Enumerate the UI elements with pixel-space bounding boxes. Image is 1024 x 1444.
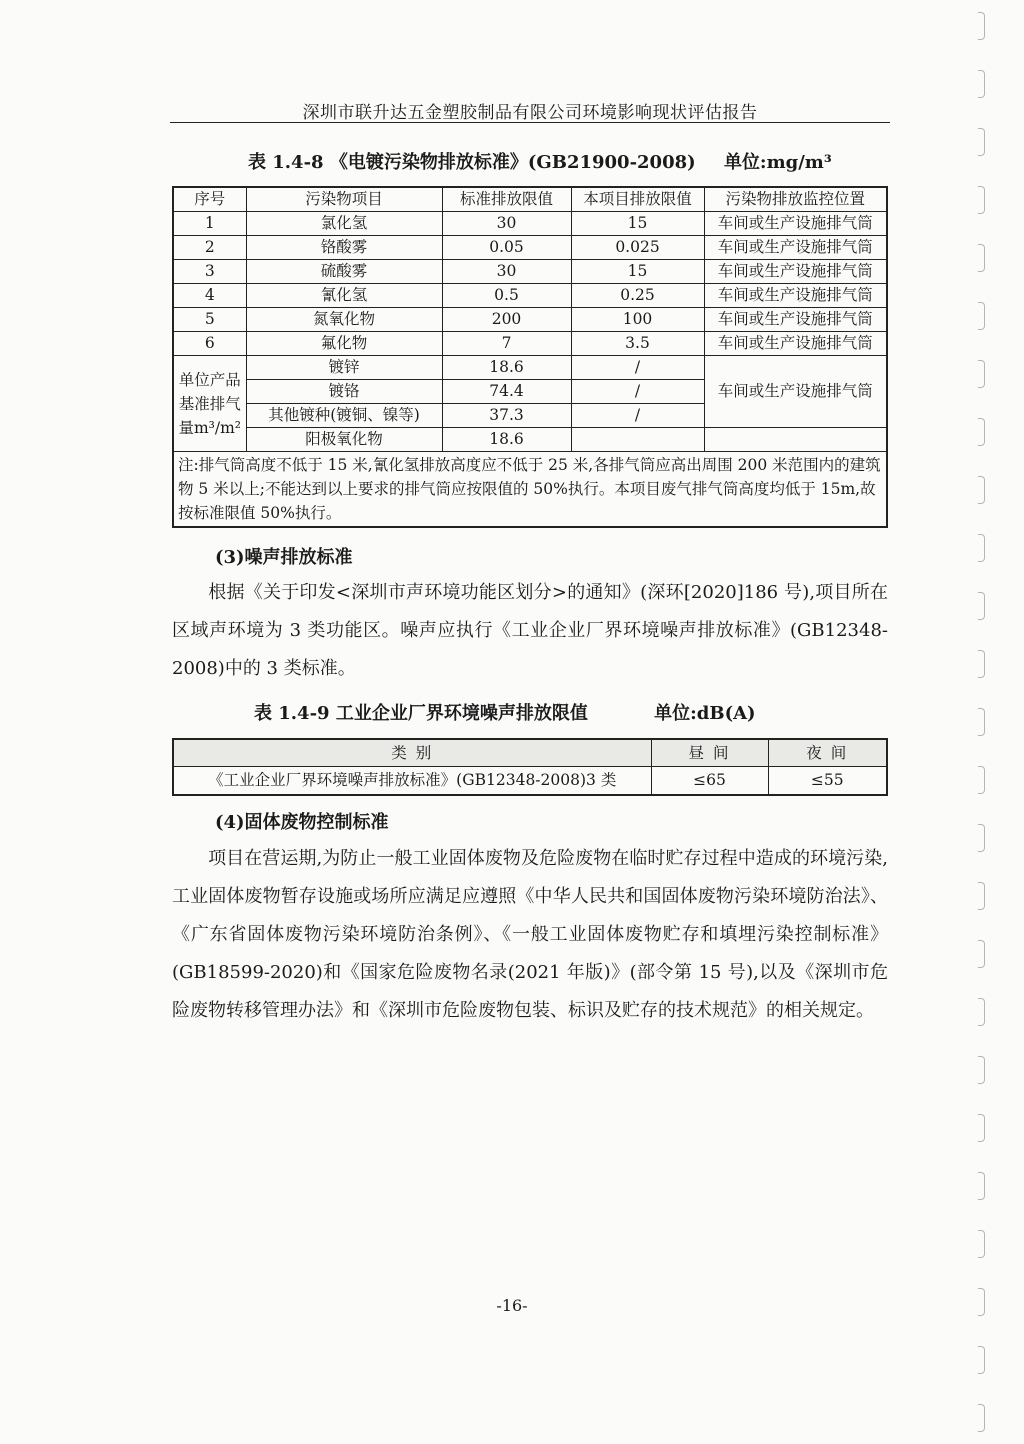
table-row [173,356,887,380]
table-header-row [173,187,887,212]
table-1-4-9-caption [254,699,756,725]
column-header: 序号 [173,187,246,212]
standard-limit: 30 [442,260,571,284]
binding-mark [978,244,985,272]
pollutant-name: 铬酸雾 [246,236,442,260]
standard-limit: 7 [442,332,571,356]
column-header: 昼 间 [651,739,768,767]
binding-mark [978,128,985,156]
binding-mark [978,824,985,852]
pollutant-name: 氟化物 [246,332,442,356]
table-header-row [173,739,887,767]
binding-mark [978,534,985,562]
table-note: 注:排气筒高度不低于 15 米,氰化氢排放高度应不低于 25 米,各排气筒应高出周围 200 米范围内的建筑物 5 米以上;不能达到以上要求的排气筒应按限值的 50%执行。本项目废气排气筒高度均低于 15m,故按标准限值 50%执行。 [173,452,887,528]
table-row [173,284,887,308]
pollutant-name: 氮氧化物 [246,308,442,332]
pollutant-name: 氯化氢 [246,212,442,236]
row-number: 2 [173,236,246,260]
binding-mark [978,1172,985,1200]
table-1-4-8-unit: 单位:mg/m³ [723,152,832,173]
binding-mark [978,12,985,40]
monitoring-location: 车间或生产设施排气筒 [704,236,887,260]
table-row [173,212,887,236]
monitoring-location: 车间或生产设施排气筒 [704,284,887,308]
pollutant-name: 镀铬 [246,380,442,404]
binding-mark [978,70,985,98]
column-header: 夜 间 [768,739,887,767]
table-row [173,260,887,284]
pollutant-name: 硫酸雾 [246,260,442,284]
section-3-heading: (3)噪声排放标准 [215,547,353,568]
standard-limit: 30 [442,212,571,236]
table-note-row [173,452,887,528]
section-4-text: 项目在营运期,为防止一般工业固体废物及危险废物在临时贮存过程中造成的环境污染,工业固体废物暂存设施或场所应满足应遵照《中华人民共和国固体废物污染环境防治法》、《广东省固体废物污染环境防治条例》、《一般工业固体废物贮存和填埋污染控制标准》(GB18599-2020)和《国家危险废物名录(2021 年版)》(部令第 15 号),以及《深圳市危险废物转移管理办法》和《深圳市危险废物包装、标识及贮存的技术规范》的相关规定。 [172,848,888,1021]
project-limit: 15 [571,260,704,284]
column-header: 污染物排放监控位置 [704,187,887,212]
table-row [173,308,887,332]
header-rule [170,122,890,123]
section-3-paragraph [172,574,888,688]
project-limit: / [571,404,704,428]
standard-limit: 18.6 [442,356,571,380]
row-number: 4 [173,284,246,308]
binding-mark [978,476,985,504]
noise-category: 《工业企业厂界环境噪声排放标准》(GB12348-2008)3 类 [173,767,651,796]
binding-mark [978,766,985,794]
monitoring-location: 车间或生产设施排气筒 [704,260,887,284]
binding-mark [978,418,985,446]
row-number: 6 [173,332,246,356]
emission-standard-table [172,186,888,528]
daytime-limit: ≤65 [651,767,768,796]
table-1-4-8-title: 表 1.4-8 《电镀污染物排放标准》(GB21900-2008) [248,152,696,173]
noise-limit-table [172,738,888,796]
binding-mark [978,302,985,330]
table-1-4-9-title: 表 1.4-9 工业企业厂界环境噪声排放限值 [254,703,588,724]
binding-mark [978,882,985,910]
binding-mark [978,186,985,214]
binding-mark [978,1404,985,1432]
monitoring-location: 车间或生产设施排气筒 [704,212,887,236]
project-limit: 0.25 [571,284,704,308]
project-limit: 15 [571,212,704,236]
binding-mark [978,650,985,678]
standard-limit: 18.6 [442,428,571,452]
standard-limit: 37.3 [442,404,571,428]
table-row [173,332,887,356]
monitoring-location [704,428,887,452]
standard-limit: 0.05 [442,236,571,260]
project-limit: 100 [571,308,704,332]
pollutant-name: 氰化氢 [246,284,442,308]
section-4-paragraph [172,840,888,1030]
table-row [173,236,887,260]
section-3-text: 根据《关于印发<深圳市声环境功能区划分>的通知》(深环[2020]186 号),项目所在区域声环境为 3 类功能区。噪声应执行《工业企业厂界环境噪声排放标准》(GB12348-2008)中的 3 类标准。 [172,582,888,679]
table-1-4-9-unit: 单位:dB(A) [654,703,756,724]
project-limit: / [571,380,704,404]
pollutant-name: 镀锌 [246,356,442,380]
project-limit [571,428,704,452]
page-header: 深圳市联升达五金塑胶制品有限公司环境影响现状评估报告 [302,103,758,123]
column-header: 类 别 [173,739,651,767]
binding-mark [978,1288,985,1316]
binding-mark [978,1230,985,1258]
table-row [173,428,887,452]
monitoring-location: 车间或生产设施排气筒 [704,308,887,332]
pollutant-name: 其他镀种(镀铜、镍等) [246,404,442,428]
table-1-4-8-caption [248,148,832,174]
standard-limit: 74.4 [442,380,571,404]
project-limit: 0.025 [571,236,704,260]
column-header: 污染物项目 [246,187,442,212]
binding-mark [978,592,985,620]
column-header: 本项目排放限值 [571,187,704,212]
page-number: -16- [496,1296,528,1315]
binding-mark [978,1346,985,1374]
project-limit: / [571,356,704,380]
binding-mark [978,1114,985,1142]
monitoring-location: 车间或生产设施排气筒 [704,356,887,428]
binding-mark [978,1056,985,1084]
nighttime-limit: ≤55 [768,767,887,796]
standard-limit: 200 [442,308,571,332]
column-header: 标准排放限值 [442,187,571,212]
pollutant-name: 阳极氧化物 [246,428,442,452]
project-limit: 3.5 [571,332,704,356]
row-number: 5 [173,308,246,332]
binding-mark [978,360,985,388]
standard-limit: 0.5 [442,284,571,308]
exhaust-volume-group-label: 单位产品基准排气量m³/m² [173,356,246,452]
monitoring-location: 车间或生产设施排气筒 [704,332,887,356]
row-number: 3 [173,260,246,284]
binding-mark [978,998,985,1026]
row-number: 1 [173,212,246,236]
table-row [173,767,887,796]
binding-mark [978,708,985,736]
binding-mark [978,940,985,968]
section-4-heading: (4)固体废物控制标准 [215,812,389,833]
